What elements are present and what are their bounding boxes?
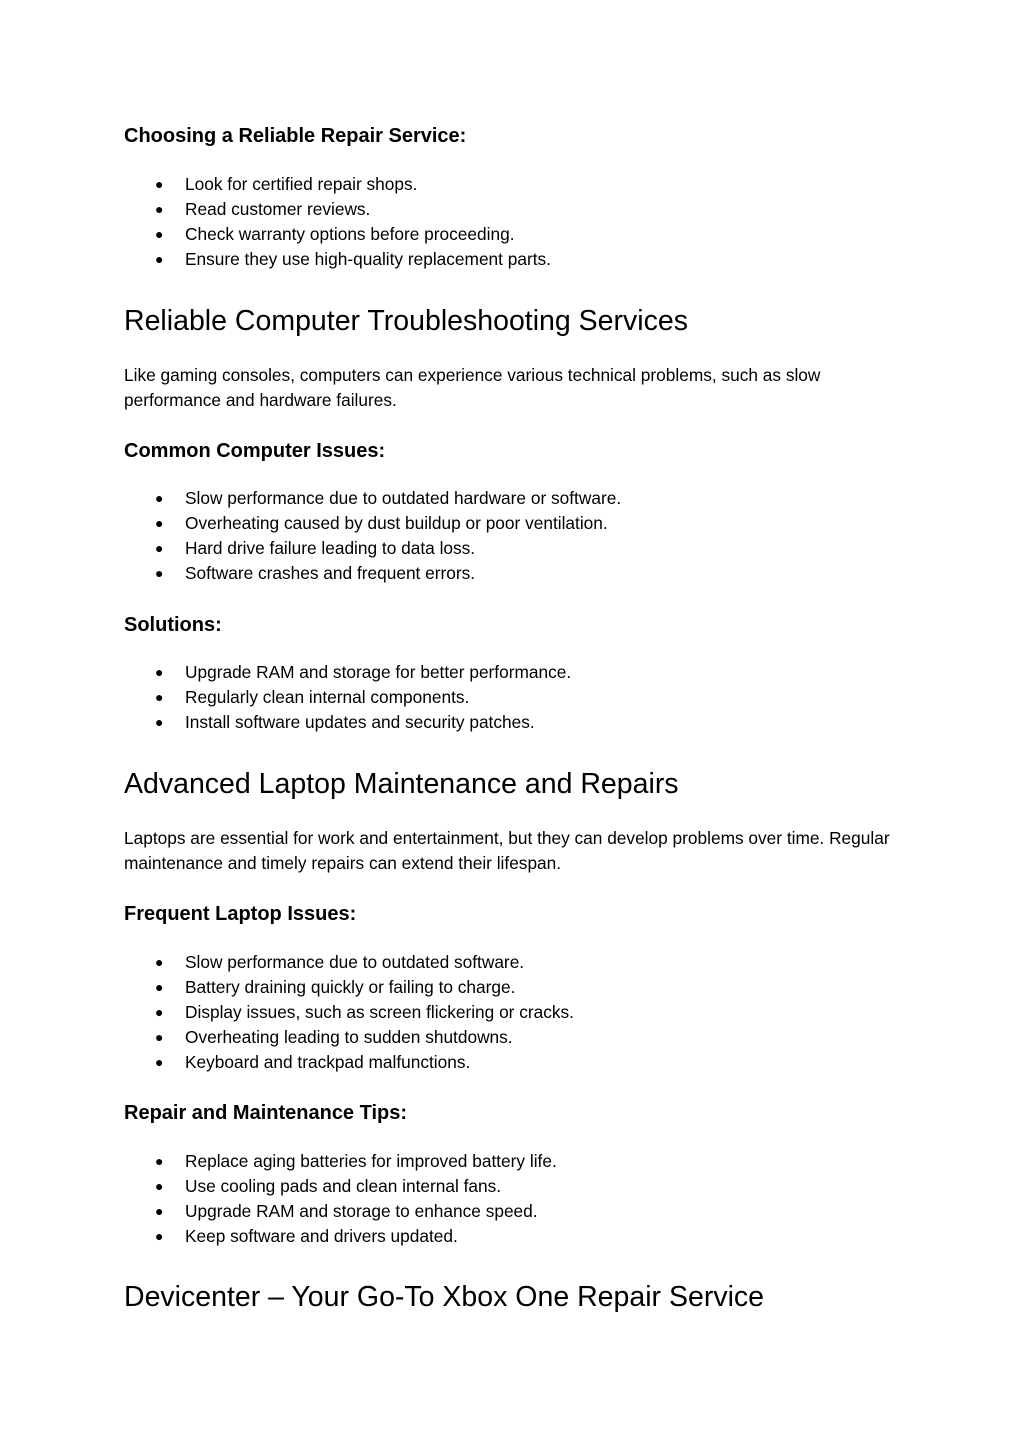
computer-intro-paragraph: Like gaming consoles, computers can experience various technical problems, such as slow performance and hardware failures. <box>124 365 821 410</box>
bullet-icon: ● <box>155 664 164 680</box>
list-item: ● Overheating caused by dust buildup or poor ventilation. <box>124 511 621 536</box>
bullet-icon: ● <box>155 954 164 970</box>
computer-issues-list <box>124 486 621 586</box>
list-item: ● Slow performance due to outdated hardware or software. <box>124 486 621 511</box>
laptop-issues-heading: Frequent Laptop Issues: <box>124 903 357 925</box>
bullet-icon: ● <box>155 201 164 217</box>
bullet-icon: ● <box>155 540 164 556</box>
repair-service-heading: Choosing a Reliable Repair Service: <box>124 125 467 147</box>
bullet-icon: ● <box>155 689 164 705</box>
laptop-tips-list <box>124 1149 557 1249</box>
bullet-icon: ● <box>155 714 164 730</box>
bullet-icon: ● <box>155 1054 164 1070</box>
list-item: ● Overheating leading to sudden shutdowns. <box>124 1025 574 1050</box>
laptop-intro-paragraph: Laptops are essential for work and entertainment, but they can develop problems over time. Regular maintenance and timely repairs can extend their lifespan. <box>124 828 890 873</box>
bullet-icon: ● <box>155 1203 164 1219</box>
list-item: ● Software crashes and frequent errors. <box>124 561 621 586</box>
list-item: ● Ensure they use high-quality replacement parts. <box>124 247 551 272</box>
list-item: ● Upgrade RAM and storage to enhance speed. <box>124 1199 557 1224</box>
list-item: ● Use cooling pads and clean internal fans. <box>124 1174 557 1199</box>
bullet-icon: ● <box>155 979 164 995</box>
computer-solutions-heading: Solutions: <box>124 614 222 636</box>
bullet-icon: ● <box>155 251 164 267</box>
laptop-issues-list <box>124 950 574 1075</box>
bullet-icon: ● <box>155 490 164 506</box>
list-item: ● Look for certified repair shops. <box>124 172 551 197</box>
bullet-icon: ● <box>155 1029 164 1045</box>
list-item: ● Slow performance due to outdated software. <box>124 950 574 975</box>
devicenter-section-heading: Devicenter – Your Go-To Xbox One Repair Service <box>124 1281 764 1313</box>
bullet-icon: ● <box>155 1228 164 1244</box>
list-item: ● Display issues, such as screen flickering or cracks. <box>124 1000 574 1025</box>
repair-service-list <box>124 172 551 272</box>
bullet-icon: ● <box>155 176 164 192</box>
list-item: ● Battery draining quickly or failing to charge. <box>124 975 574 1000</box>
list-item: ● Install software updates and security patches. <box>124 710 571 735</box>
laptop-section-heading: Advanced Laptop Maintenance and Repairs <box>124 768 679 800</box>
bullet-icon: ● <box>155 1153 164 1169</box>
list-item: ● Replace aging batteries for improved battery life. <box>124 1149 557 1174</box>
list-item: ● Upgrade RAM and storage for better performance. <box>124 660 571 685</box>
computer-issues-heading: Common Computer Issues: <box>124 440 386 462</box>
computer-section-heading: Reliable Computer Troubleshooting Services <box>124 305 688 337</box>
laptop-tips-heading: Repair and Maintenance Tips: <box>124 1102 408 1124</box>
bullet-icon: ● <box>155 1178 164 1194</box>
list-item: ● Read customer reviews. <box>124 197 551 222</box>
bullet-icon: ● <box>155 515 164 531</box>
list-item: ● Keyboard and trackpad malfunctions. <box>124 1050 574 1075</box>
list-item: ● Keep software and drivers updated. <box>124 1224 557 1249</box>
bullet-icon: ● <box>155 565 164 581</box>
bullet-icon: ● <box>155 226 164 242</box>
bullet-icon: ● <box>155 1004 164 1020</box>
list-item: ● Regularly clean internal components. <box>124 685 571 710</box>
list-item: ● Hard drive failure leading to data loss. <box>124 536 621 561</box>
list-item: ● Check warranty options before proceeding. <box>124 222 551 247</box>
computer-solutions-list <box>124 660 571 735</box>
